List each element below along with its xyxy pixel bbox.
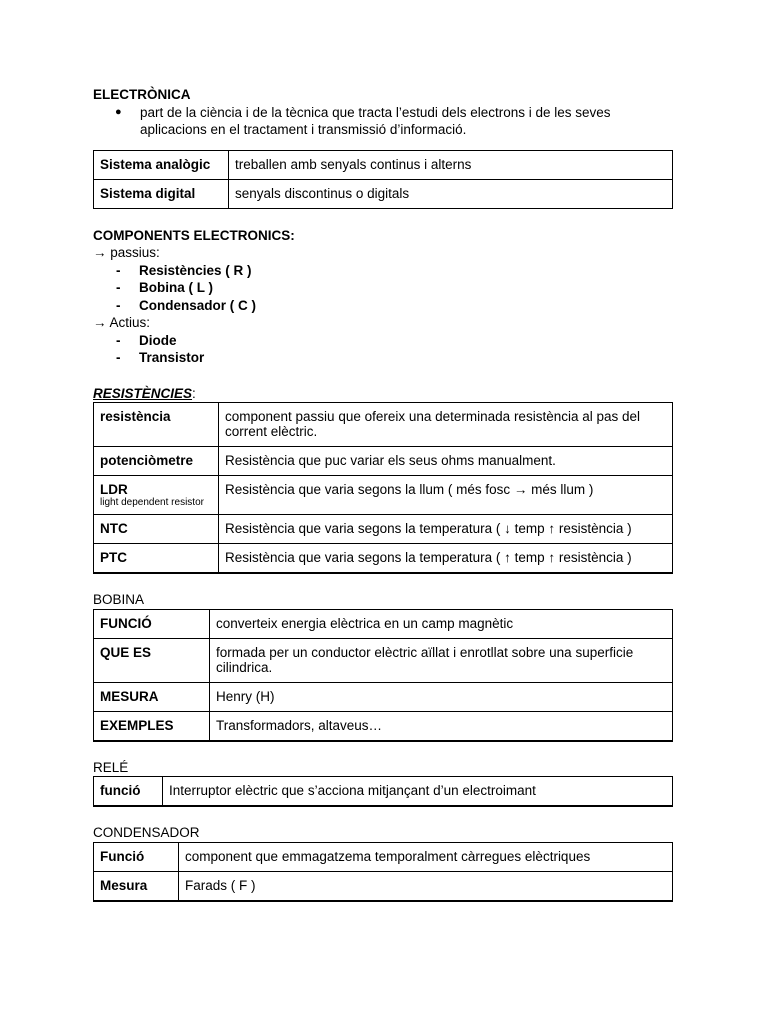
capacitor-table xyxy=(93,842,673,902)
table-row xyxy=(94,682,673,711)
list-item: - Bobina ( L ) xyxy=(93,279,673,297)
list-item: - Diode xyxy=(93,332,673,350)
coil-key: EXEMPLES xyxy=(94,711,210,741)
coil-value: Henry (H) xyxy=(210,682,673,711)
table-row xyxy=(94,711,673,741)
resistors-table xyxy=(93,402,673,574)
resistor-value: component passiu que ofereix una determinada resistència al pas del corrent elèctric. xyxy=(219,403,673,447)
relay-title: RELÉ xyxy=(93,759,129,775)
coil-value: converteix energia elèctrica en un camp magnètic xyxy=(210,609,673,638)
table-row xyxy=(94,842,673,871)
systems-value: treballen amb senyals continus i alterns xyxy=(229,150,673,179)
coil-value: Transformadors, altaveus… xyxy=(210,711,673,741)
passive-label: → passius: xyxy=(93,245,160,260)
resistor-key: NTC xyxy=(94,515,219,544)
coil-key: MESURA xyxy=(94,682,210,711)
resistors-heading xyxy=(93,385,673,403)
intro-bullet: ● part de la ciència i de la tècnica que tracta l’estudi dels electrons i de les seves aplicacions en el tractament i transmissió d’informació. xyxy=(93,104,673,139)
table-row xyxy=(94,447,673,476)
capacitor-title: CONDENSADOR xyxy=(93,825,200,840)
table-row xyxy=(94,638,673,682)
list-item: - Condensador ( C ) xyxy=(93,297,673,315)
table-row xyxy=(94,403,673,447)
coil-key: QUE ES xyxy=(94,638,210,682)
table-row xyxy=(94,777,673,807)
coil-title: BOBINA xyxy=(93,592,145,607)
capacitor-value: component que emmagatzema temporalment càrregues elèctriques xyxy=(179,842,673,871)
systems-table xyxy=(93,150,673,209)
intro-bullet-list xyxy=(93,104,673,139)
doc-title: ELECTRÒNICA xyxy=(93,87,191,102)
relay-table xyxy=(93,776,673,807)
table-row xyxy=(94,150,673,179)
resistor-key-cell xyxy=(94,476,219,515)
passive-list xyxy=(93,262,673,315)
coil-table xyxy=(93,609,673,742)
capacitor-key: Funció xyxy=(94,842,179,871)
coil-key: FUNCIÓ xyxy=(94,609,210,638)
resistor-value: Resistència que varia segons la llum ( més fosc → més llum ) xyxy=(219,476,673,515)
components-heading: COMPONENTS ELECTRONICS: xyxy=(93,227,295,243)
table-row xyxy=(94,476,673,515)
table-row xyxy=(94,515,673,544)
list-item: - Resistències ( R ) xyxy=(93,262,673,280)
resistor-key: PTC xyxy=(94,544,219,574)
relay-value: Interruptor elèctric que s’acciona mitjançant d’un electroimant xyxy=(163,777,673,807)
resistor-value: Resistència que puc variar els seus ohms manualment. xyxy=(219,447,673,476)
table-row xyxy=(94,871,673,901)
table-row xyxy=(94,179,673,208)
systems-value: senyals discontinus o digitals xyxy=(229,179,673,208)
resistor-key: potenciòmetre xyxy=(94,447,219,476)
resistor-value: Resistència que varia segons la temperatura ( ↓ temp ↑ resistència ) xyxy=(219,515,673,544)
resistors-title: RESISTÈNCIES xyxy=(93,385,193,401)
table-row xyxy=(94,544,673,574)
resistor-value: Resistència que varia segons la temperatura ( ↑ temp ↑ resistència ) xyxy=(219,544,673,574)
systems-key: Sistema analògic xyxy=(94,150,229,179)
resistor-key-sub: light dependent resistor xyxy=(100,497,204,508)
resistor-key: resistència xyxy=(94,403,219,447)
relay-key: funció xyxy=(94,777,163,807)
capacitor-value: Farads ( F ) xyxy=(179,871,673,901)
capacitor-key: Mesura xyxy=(94,871,179,901)
active-list xyxy=(93,332,673,367)
list-item: - Transistor xyxy=(93,349,673,367)
coil-value: formada per un conductor elèctric aïllat i enrotllat sobre una superficie cilindrica. xyxy=(210,638,673,682)
resistor-key: LDR xyxy=(100,482,128,497)
resistors-colon: : xyxy=(192,385,196,401)
table-row xyxy=(94,609,673,638)
active-label: → Actius: xyxy=(93,315,151,330)
document-body xyxy=(93,86,673,902)
systems-key: Sistema digital xyxy=(94,179,229,208)
